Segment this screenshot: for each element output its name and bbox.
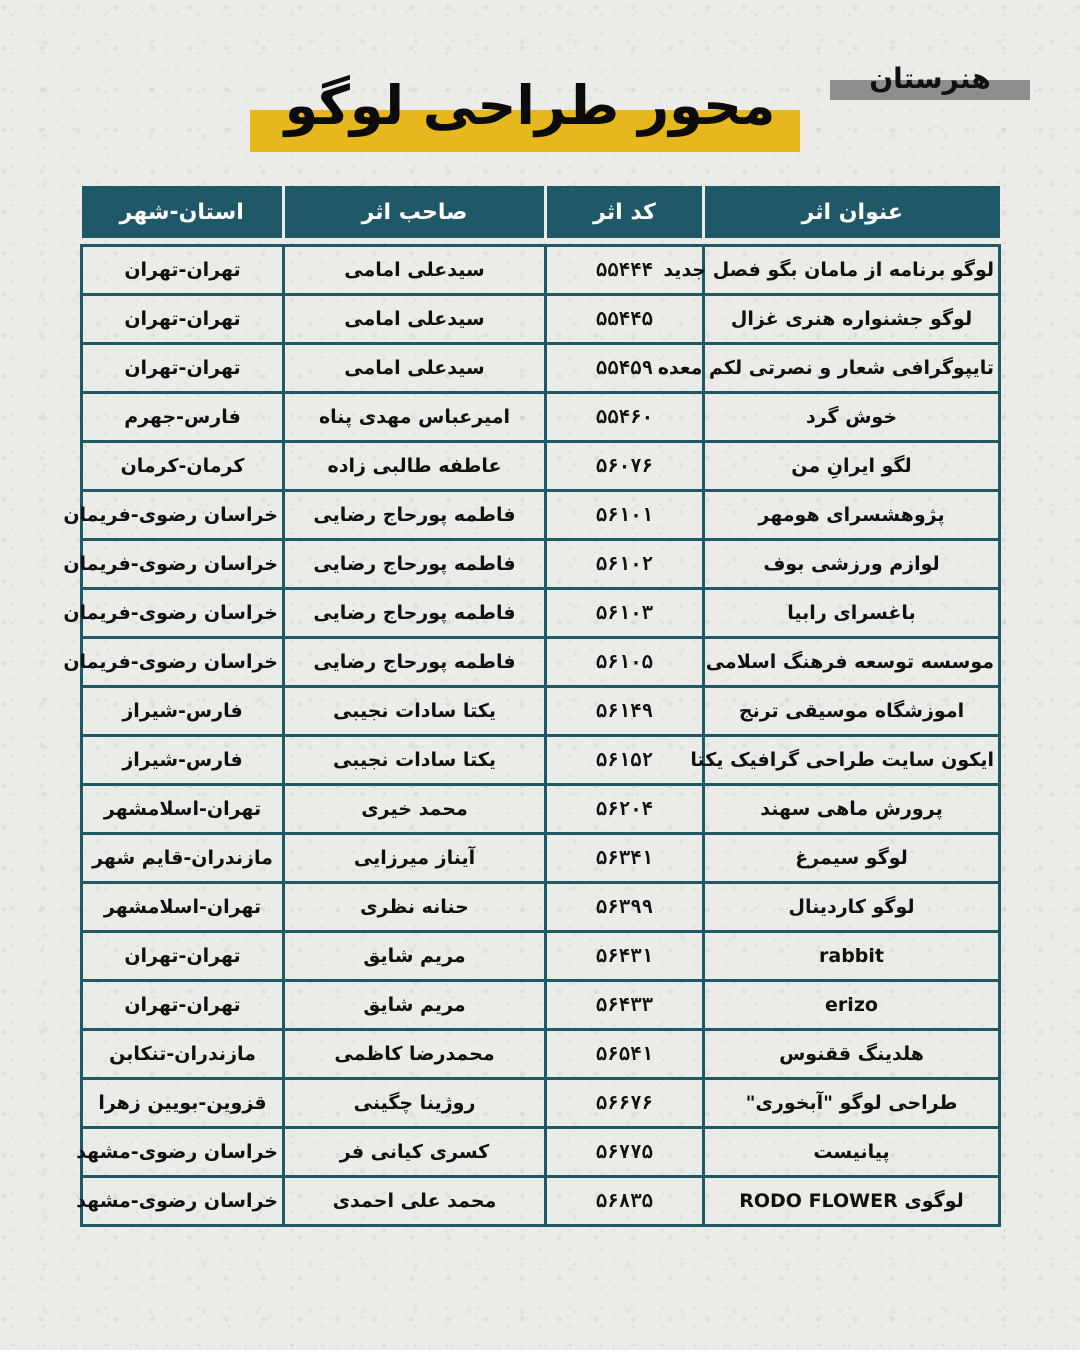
cell-owner: سیدعلی امامی [284, 344, 546, 393]
cell-location: تهران-اسلامشهر [82, 785, 284, 834]
cell-owner: فاطمه پورحاج رضایی [284, 638, 546, 687]
cell-location: مازندران-تنکابن [82, 1030, 284, 1079]
cell-code: ۵۶۶۷۶ [546, 1079, 704, 1128]
cell-owner: عاطفه طالبی زاده [284, 442, 546, 491]
table-spacer-cell [82, 238, 1000, 246]
cell-location: فارس-شیراز [82, 687, 284, 736]
table-row [82, 1079, 1000, 1128]
cell-owner: آیناز میرزایی [284, 834, 546, 883]
cell-title: پژوهشسرای هومهر [704, 491, 1000, 540]
cell-owner: کسری کیانی فر [284, 1128, 546, 1177]
cell-title: خوش گرد [704, 393, 1000, 442]
table-row [82, 344, 1000, 393]
cell-title: هلدینگ ققنوس [704, 1030, 1000, 1079]
results-table [63, 186, 1001, 1227]
cell-code: ۵۶۱۰۲ [546, 540, 704, 589]
cell-owner: سیدعلی امامی [284, 246, 546, 295]
cell-title: پرورش ماهی سهند [704, 785, 1000, 834]
table-row [82, 638, 1000, 687]
cell-code: ۵۵۴۴۵ [546, 295, 704, 344]
cell-title: لوگوی RODO FLOWER [704, 1177, 1000, 1226]
cell-title: rabbit [704, 932, 1000, 981]
cell-code: ۵۶۴۳۳ [546, 981, 704, 1030]
table-row [82, 785, 1000, 834]
table-spacer [82, 238, 1000, 246]
cell-owner: یکتا سادات نجیبی [284, 736, 546, 785]
cell-code: ۵۶۱۰۳ [546, 589, 704, 638]
table-row [82, 883, 1000, 932]
table-row [82, 442, 1000, 491]
cell-title: اموزشگاه موسیقی ترنج [704, 687, 1000, 736]
table-header-row [82, 186, 1000, 238]
cell-title: لوگو سیمرغ [704, 834, 1000, 883]
cell-title: لوازم ورزشی بوف [704, 540, 1000, 589]
cell-owner: محمدرضا کاظمی [284, 1030, 546, 1079]
table-row [82, 736, 1000, 785]
cell-owner: سیدعلی امامی [284, 295, 546, 344]
cell-owner: حنانه نظری [284, 883, 546, 932]
cell-owner: فاطمه پورحاج رضایی [284, 491, 546, 540]
cell-title: لگو ایرانِ من [704, 442, 1000, 491]
cell-owner: یکتا سادات نجیبی [284, 687, 546, 736]
table-row [82, 1030, 1000, 1079]
cell-location: تهران-تهران [82, 344, 284, 393]
table-row [82, 540, 1000, 589]
cell-title: موسسه توسعه فرهنگ اسلامی [704, 638, 1000, 687]
cell-location: تهران-تهران [82, 981, 284, 1030]
cell-title: erizo [704, 981, 1000, 1030]
cell-title: ایکون سایت طراحی گرافیک یکتا [704, 736, 1000, 785]
cell-title: لوگو برنامه از مامان بگو فصل جدید [704, 246, 1000, 295]
cell-title: باغسرای رابیا [704, 589, 1000, 638]
cell-code: ۵۶۳۹۹ [546, 883, 704, 932]
cell-code: ۵۶۱۴۹ [546, 687, 704, 736]
table-row [82, 246, 1000, 295]
cell-location: فارس-شیراز [82, 736, 284, 785]
cell-title: لوگو جشنواره هنری غزال [704, 295, 1000, 344]
cell-code: ۵۶۱۰۵ [546, 638, 704, 687]
table-row [82, 589, 1000, 638]
cell-code: ۵۶۰۷۶ [546, 442, 704, 491]
cell-owner: امیرعباس مهدی پناه [284, 393, 546, 442]
cell-location: خراسان رضوی-مشهد [82, 1177, 284, 1226]
cell-location: مازندران-قایم شهر [82, 834, 284, 883]
column-header-title: عنوان اثر [704, 186, 1000, 238]
cell-owner: فاطمه پورحاج رضایی [284, 540, 546, 589]
cell-location: خراسان رضوی-فریمان [82, 540, 284, 589]
cell-owner: مریم شایق [284, 981, 546, 1030]
cell-location: کرمان-کرمان [82, 442, 284, 491]
cell-code: ۵۶۱۵۲ [546, 736, 704, 785]
cell-owner: مریم شایق [284, 932, 546, 981]
cell-code: ۵۶۳۴۱ [546, 834, 704, 883]
column-header-code: کد اثر [546, 186, 704, 238]
table-row [82, 687, 1000, 736]
cell-code: ۵۶۱۰۱ [546, 491, 704, 540]
cell-owner: محمد علی احمدی [284, 1177, 546, 1226]
table-row [82, 834, 1000, 883]
cell-location: خراسان رضوی-فریمان [82, 638, 284, 687]
cell-owner: فاطمه پورحاج رضایی [284, 589, 546, 638]
cell-code: ۵۶۵۴۱ [546, 1030, 704, 1079]
cell-location: خراسان رضوی-فریمان [82, 589, 284, 638]
cell-location: خراسان رضوی-فریمان [82, 491, 284, 540]
page-title: محور طراحی لوگو [284, 73, 776, 137]
column-header-location: استان-شهر [82, 186, 284, 238]
cell-title: لوگو کاردینال [704, 883, 1000, 932]
table-row [82, 295, 1000, 344]
cell-code: ۵۵۴۴۴ [546, 246, 704, 295]
table-row [82, 932, 1000, 981]
cell-code: ۵۵۴۶۰ [546, 393, 704, 442]
cell-location: تهران-اسلامشهر [82, 883, 284, 932]
cell-code: ۵۶۷۷۵ [546, 1128, 704, 1177]
table-body [63, 238, 1000, 1226]
category-label: هنرستان [869, 61, 991, 95]
table-row [82, 1177, 1000, 1226]
cell-owner: روژینا چگینی [284, 1079, 546, 1128]
cell-code: ۵۵۴۵۹ [546, 344, 704, 393]
cell-location: تهران-تهران [82, 246, 284, 295]
cell-code: ۵۶۴۳۱ [546, 932, 704, 981]
cell-location: تهران-تهران [82, 295, 284, 344]
cell-title: تایپوگرافی شعار و نصرتی لکم معده [704, 344, 1000, 393]
cell-code: ۵۶۸۳۵ [546, 1177, 704, 1226]
cell-owner: محمد خیری [284, 785, 546, 834]
cell-code: ۵۶۲۰۴ [546, 785, 704, 834]
table-row [82, 491, 1000, 540]
cell-title: طراحی لوگو "آبخوری" [704, 1079, 1000, 1128]
results-table-container [63, 186, 998, 1227]
table-row [82, 1128, 1000, 1177]
table-row [82, 981, 1000, 1030]
cell-title: پیانیست [704, 1128, 1000, 1177]
cell-location: تهران-تهران [82, 932, 284, 981]
cell-location: خراسان رضوی-مشهد [82, 1128, 284, 1177]
cell-location: قزوین-بویین زهرا [82, 1079, 284, 1128]
table-row [82, 393, 1000, 442]
cell-location: فارس-جهرم [82, 393, 284, 442]
column-header-owner: صاحب اثر [284, 186, 546, 238]
